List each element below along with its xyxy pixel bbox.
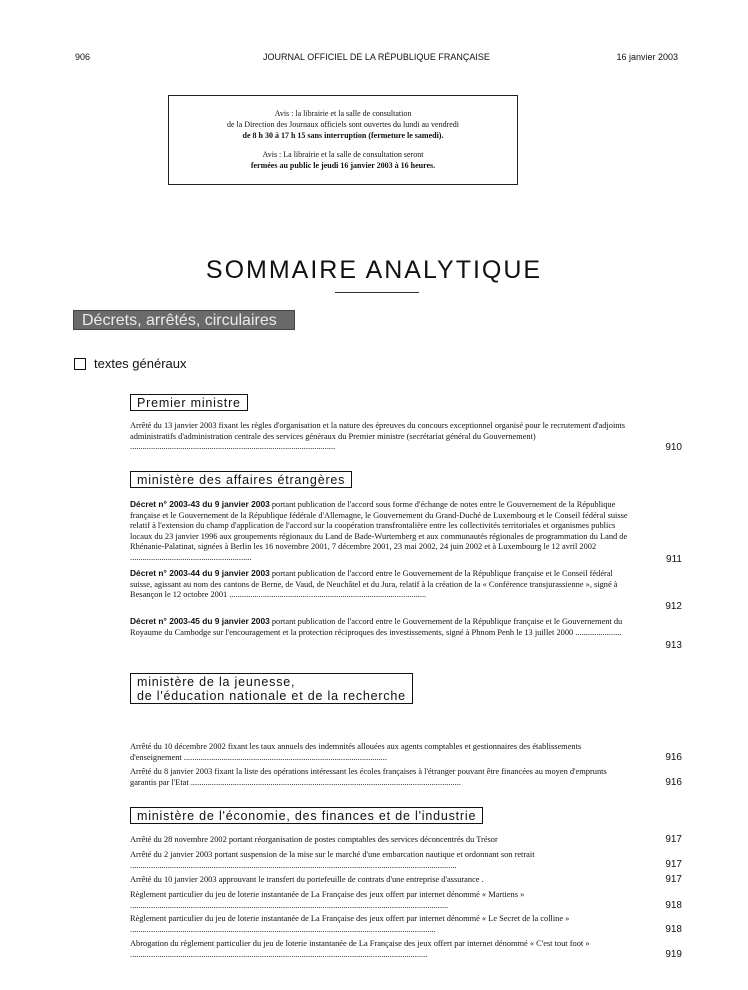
section-heading-line: de l'éducation nationale et de la recherche xyxy=(137,689,406,703)
page-number: 906 xyxy=(75,52,91,62)
entry-bold: Décret n° 2003-44 du 9 janvier 2003 xyxy=(130,568,270,578)
leader-dots: .............................................................................................. xyxy=(227,590,427,600)
category-heading xyxy=(74,356,187,371)
section-heading xyxy=(130,394,248,411)
leader-dots: ........................................................................................................................................................ xyxy=(130,900,449,910)
section-heading-line: ministère de l'économie, des finances et de l'industrie xyxy=(137,809,477,823)
entry xyxy=(130,767,628,788)
entry-text: Arrêté du 8 janvier 2003 fixant la liste des opérations intéressant les écoles françaises à l'étranger pouvant être financées au moyen d'emprunts garantis par l'Etat xyxy=(130,767,607,787)
entry-bold: Décret n° 2003-45 du 9 janvier 2003 xyxy=(130,616,270,626)
page-ref: 916 xyxy=(665,777,682,788)
page-ref: 911 xyxy=(666,554,682,565)
page-ref: 917 xyxy=(665,834,682,845)
leader-dots: .................................................................................................. xyxy=(130,442,336,452)
page-ref: 918 xyxy=(665,924,682,935)
page-ref: 917 xyxy=(665,859,682,870)
entry-bold: Décret n° 2003-43 du 9 janvier 2003 xyxy=(130,499,270,509)
entry xyxy=(130,616,628,638)
section-heading xyxy=(130,673,413,704)
leader-dots: .............................................................................................................................................. xyxy=(130,949,428,959)
page-ref: 912 xyxy=(665,601,682,612)
entry xyxy=(130,914,628,935)
entry-text: Règlement particulier du jeu de loterie instantanée de La Française des jeux offert par internet dénommé « Martiens » xyxy=(130,890,525,899)
leader-dots: . xyxy=(479,875,484,884)
entry xyxy=(130,939,628,960)
leader-dots: ................................................................................................. xyxy=(181,752,387,762)
entry-text: portant publication de l'accord entre le Gouvernement de la République française et le Gouvernement du Royaume du Cambodge sur l'encouragement et la protection réciproques des investissements, signé à Phnom Penh le 13 juillet 2000 xyxy=(130,617,623,637)
page-header xyxy=(75,52,678,66)
page-title: SOMMAIRE ANALYTIQUE xyxy=(205,256,543,284)
entry-text: Arrêté du 2 janvier 2003 portant suspension de la mise sur le marché d'une embarcation nautique et ordonnant son retrait xyxy=(130,850,535,859)
notice-line: fermées au public le jeudi 16 janvier 2003 à 16 heures. xyxy=(250,161,436,170)
leader-dots: ...................... xyxy=(573,627,622,637)
entry xyxy=(130,568,628,601)
entry-text: portant publication de l'accord entre le Gouvernement de la République française et le Conseil fédéral suisse, agissant au nom des cantons de Berne, de Vaud, de Neuchâtel et du Jura, relatif à la création de la « Conférence transjurassienne », signé à Besançon le 12 octobre 2001 xyxy=(130,569,618,600)
section-heading-line: ministère des affaires étrangères xyxy=(137,473,346,487)
entry xyxy=(130,890,628,911)
entry xyxy=(130,499,628,564)
page-ref: 919 xyxy=(665,949,682,960)
page-ref: 917 xyxy=(665,874,682,885)
entry xyxy=(130,420,628,453)
notice-line: Avis : la librairie et la salle de consultation xyxy=(274,109,412,118)
entry-text: Arrêté du 13 janvier 2003 fixant les règles d'organisation et la nature des épreuves du concours exceptionnel organisé pour le recrutement d'adjoints administratifs d'administration centrale des services généraux du Premier ministre (secrétariat général du Gouvernement) xyxy=(130,421,626,441)
notice-paragraph-2 xyxy=(175,149,511,171)
leader-dots: .................................................................................................................................................. xyxy=(130,924,436,934)
page-ref: 910 xyxy=(665,442,682,453)
page-ref: 913 xyxy=(665,640,682,651)
entry-text: portant publication de l'accord sous forme d'échange de notes entre le Gouvernement de la République française et le Gouvernement de la République fédérale d'Allemagne, le Gouvernement du Grand-Duché de Luxembourg et le Conseil fédéral suisse relatif à l'extension du champ d'application de l'accord sur la coopération transfrontalière entre les collectivités territoriales et organismes publics locaux du 23 janvier 1996 aux groupements régionaux du Land de Bade-Wurtemberg et aux communautés régionales de programmation du Land de Rhénanie-Palatinat, signées à Berlin les 16 novembre 2001, 7 décembre 2001, 23 mai 2002, 24 juin 2002 et à Luxembourg le 12 avril 2002 xyxy=(130,500,628,552)
category-banner: Décrets, arrêtés, circulaires xyxy=(73,310,295,330)
title-divider xyxy=(335,292,419,293)
entry xyxy=(130,835,628,846)
entry xyxy=(130,850,628,871)
entry-text: Abrogation du règlement particulier du jeu de loterie instantanée de La Française des jeux offert par internet dénommé « C'est tout foot » xyxy=(130,939,590,948)
notice-paragraph-1 xyxy=(175,108,511,141)
notice-line: Avis : La librairie et la salle de consultation seront xyxy=(262,150,424,159)
entry xyxy=(130,742,628,763)
entry-text: Règlement particulier du jeu de loterie instantanée de La Française des jeux offert par internet dénommé « Le Secret de la colline » xyxy=(130,914,570,923)
leader-dots: ............................................................................................................................................................ xyxy=(130,860,457,870)
page-ref: 916 xyxy=(665,752,682,763)
section-heading xyxy=(130,471,352,488)
page-ref: 918 xyxy=(665,900,682,911)
category-label: textes généraux xyxy=(94,356,187,371)
entry-text: Arrêté du 10 décembre 2002 fixant les taux annuels des indemnités allouées aux agents comptables et gestionnaires des établissements d'enseignement xyxy=(130,742,582,762)
leader-dots: .......................................................... xyxy=(130,552,252,562)
section-heading-line: ministère de la jeunesse, xyxy=(137,675,296,689)
entry-text: Arrêté du 28 novembre 2002 portant réorganisation de postes comptables des services déconcentrés du Trésor xyxy=(130,835,498,844)
notice-line: de 8 h 30 à 17 h 15 sans interruption (fermeture le samedi). xyxy=(242,131,444,140)
checkbox-square-icon xyxy=(74,358,86,370)
leader-dots: ................................................................................................................................. xyxy=(188,777,461,787)
entry-text: Arrêté du 10 janvier 2003 approuvant le transfert du portefeuille de contrats d'une entreprise d'assurance xyxy=(130,875,480,884)
notice-box xyxy=(168,95,518,185)
section-heading-line: Premier ministre xyxy=(137,396,241,410)
journal-title: JOURNAL OFFICIEL DE LA RÉPUBLIQUE FRANÇAISE xyxy=(263,52,490,62)
issue-date: 16 janvier 2003 xyxy=(616,52,678,62)
notice-line: de la Direction des Journaux officiels sont ouvertes du lundi au vendredi xyxy=(226,120,459,129)
entry xyxy=(130,875,628,886)
section-heading xyxy=(130,807,483,824)
